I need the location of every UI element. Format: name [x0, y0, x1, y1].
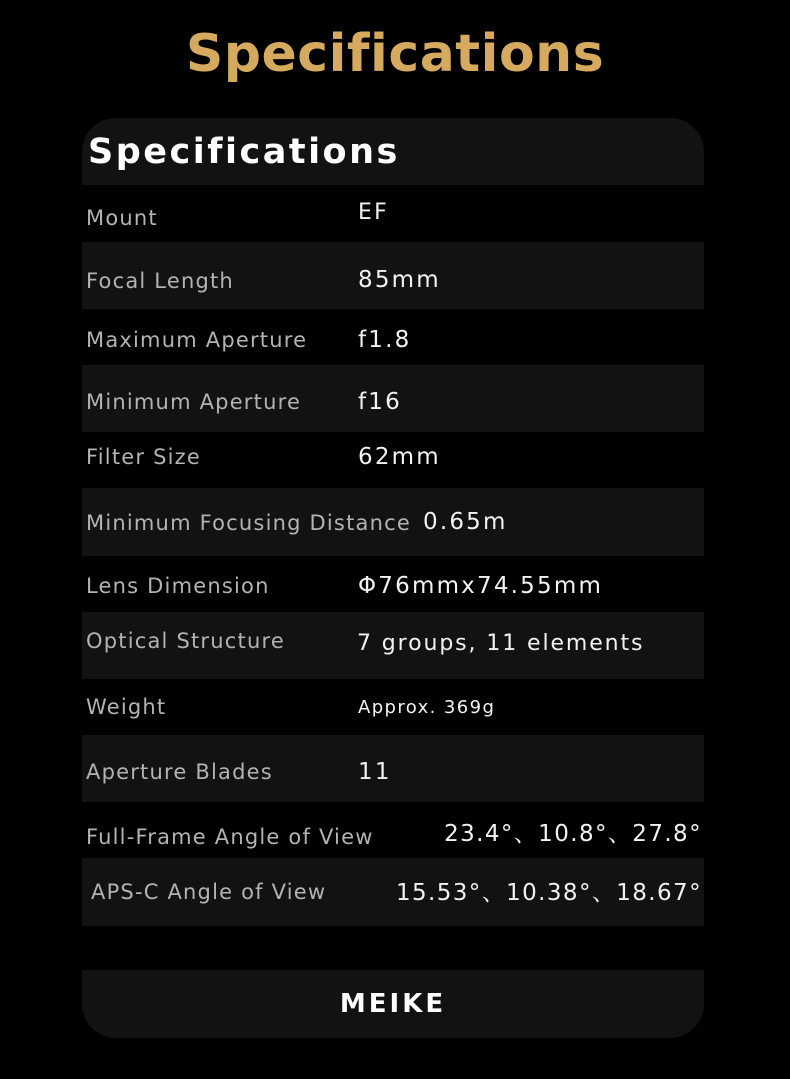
spec-value: 0.65m [423, 509, 508, 535]
footer-bar [82, 970, 704, 1038]
spec-value: Φ76mmx74.55mm [358, 573, 604, 599]
spec-row-optical-structure [82, 612, 704, 679]
page-title: Specifications [185, 24, 605, 84]
spec-row-minimum-aperture [82, 365, 704, 432]
spec-label: APS-C Angle of View [91, 880, 327, 904]
spec-value: f16 [358, 389, 402, 415]
spec-card [82, 118, 704, 926]
spec-label: Optical Structure [86, 629, 285, 653]
spec-row-minimum-focusing-distance [82, 488, 704, 556]
spec-row-mount [82, 185, 704, 242]
spec-card-title: Specifications [88, 132, 400, 172]
spec-label: Minimum Aperture [86, 390, 302, 414]
spec-label: Lens Dimension [86, 574, 270, 598]
spec-label: Aperture Blades [86, 760, 273, 784]
spec-row-maximum-aperture [82, 309, 704, 365]
spec-row-focal-length [82, 242, 704, 309]
spec-label: Minimum Focusing Distance [86, 511, 411, 535]
spec-row-filter-size [82, 432, 704, 488]
meike-logo: MEIKE [339, 989, 447, 1019]
spec-value: 7 groups, 11 elements [357, 631, 645, 656]
spec-value: 11 [358, 759, 392, 785]
spec-value: 85mm [358, 267, 441, 293]
spec-label: Maximum Aperture [86, 328, 308, 352]
spec-label: Focal Length [86, 269, 234, 293]
spec-row-aperture-blades [82, 735, 704, 802]
spec-value: 23.4°、10.8°、27.8° [444, 821, 702, 847]
spec-value: f1.8 [358, 327, 412, 353]
spec-label: Filter Size [86, 445, 201, 469]
spec-label: Full-Frame Angle of View [86, 825, 374, 849]
spec-label: Weight [86, 695, 167, 719]
spec-row-aps-c-angle-of-view [82, 858, 704, 926]
spec-value: Approx. 369g [358, 697, 496, 718]
spec-value: EF [358, 200, 389, 225]
spec-row-weight [82, 679, 704, 735]
spec-row-full-frame-angle-of-view [82, 802, 704, 858]
spec-value: 15.53°、10.38°、18.67° [395, 880, 702, 906]
spec-card-header [82, 118, 704, 185]
spec-label: Mount [86, 206, 158, 230]
spec-value: 62mm [358, 444, 441, 470]
spec-row-lens-dimension [82, 556, 704, 612]
